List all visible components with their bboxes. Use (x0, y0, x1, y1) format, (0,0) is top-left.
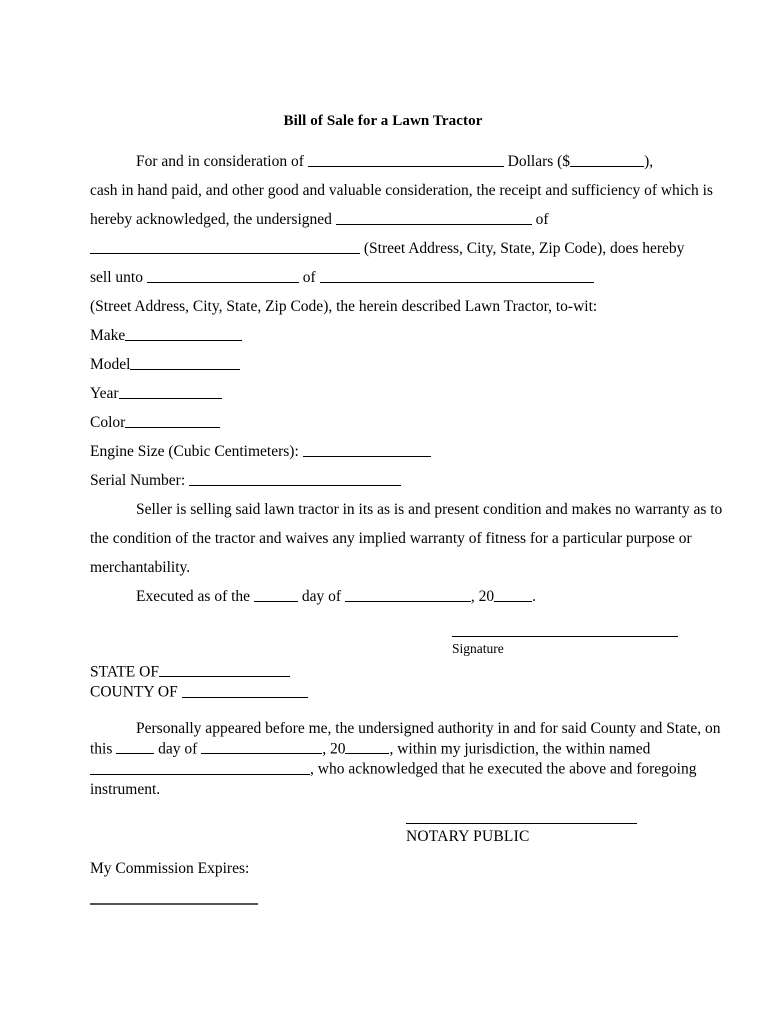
notary-appearer-name-blank[interactable] (90, 759, 310, 774)
amount-figures-blank[interactable] (570, 152, 644, 167)
sell-unto-prefix: sell unto (90, 269, 143, 286)
county-of-line (90, 682, 308, 702)
state-blank[interactable] (159, 662, 290, 677)
notary-signature-block (406, 823, 637, 847)
notary-year-prefix: , 20 (322, 740, 346, 758)
warranty-line-1: Seller is selling said lawn tractor in its as is and present condition and makes no warranty as to (136, 501, 723, 518)
notary-line-4: instrument. (90, 780, 161, 798)
page-title: Bill of Sale for a Lawn Tractor (283, 113, 483, 129)
detail-row-serial-number (90, 466, 676, 495)
consideration-line-3 (90, 205, 676, 234)
notary-month-blank[interactable] (201, 739, 322, 754)
executed-month-blank[interactable] (345, 587, 471, 602)
color-blank[interactable] (125, 413, 220, 428)
executed-year-blank[interactable] (494, 587, 532, 602)
detail-row-year (90, 379, 676, 408)
executed-prefix: Executed as of the (136, 588, 251, 605)
notary-line-2-suffix: , within my jurisdiction, the within named (389, 740, 651, 758)
amount-words-blank[interactable] (308, 152, 504, 167)
consideration-line-2: cash in hand paid, and other good and valuable consideration, the receipt and sufficiency of which is (90, 182, 713, 199)
make-label: Make (90, 327, 126, 344)
document-body (90, 0, 723, 877)
year-blank[interactable] (119, 384, 222, 399)
commission-expires-label: My Commission Expires: (90, 860, 250, 877)
serial-number-blank[interactable] (189, 471, 401, 486)
executed-day-of: day of (301, 588, 341, 605)
executed-year-prefix: , 20 (470, 588, 495, 605)
buyer-address-blank[interactable] (320, 268, 594, 283)
seller-address-blank[interactable] (90, 239, 360, 254)
sell-unto-middle: of (302, 269, 316, 286)
year-label: Year (90, 385, 119, 402)
commission-expires-block (90, 859, 249, 879)
notary-day-of: day of (158, 740, 198, 758)
undersigned-suffix: of (535, 211, 549, 228)
seller-address-caption: (Street Address, City, State, Zip Code), does hereby (363, 240, 685, 257)
signature-caption: Signature (452, 641, 504, 656)
engine-size-label: Engine Size (Cubic Centimeters): (90, 443, 303, 460)
consideration-paragraph (90, 147, 713, 321)
notary-year-blank[interactable] (345, 739, 389, 754)
notary-line-3 (90, 759, 697, 779)
buyer-name-blank[interactable] (147, 268, 299, 283)
executed-period: . (532, 588, 536, 605)
consideration-line-4 (90, 234, 685, 263)
notary-this-prefix: this (90, 740, 113, 758)
detail-row-make (90, 321, 676, 350)
notary-line-2 (90, 739, 676, 759)
serial-number-label: Serial Number: (90, 472, 190, 489)
notary-day-blank[interactable] (116, 739, 154, 754)
county-of-label: COUNTY OF (90, 683, 182, 701)
seller-signature-block (452, 636, 678, 658)
seller-name-blank[interactable] (336, 210, 532, 225)
make-blank[interactable] (125, 326, 242, 341)
model-label: Model (90, 356, 131, 373)
executed-day-blank[interactable] (254, 587, 298, 602)
state-of-label: STATE OF (90, 663, 159, 681)
notary-line-3-suffix: , who acknowledged that he executed the above and foregoing (310, 760, 697, 778)
dollars-close: ), (644, 153, 654, 170)
commission-expires-blank[interactable] (90, 903, 258, 905)
detail-row-engine-size (90, 437, 676, 466)
consideration-line-6: (Street Address, City, State, Zip Code), the herein described Lawn Tractor, to-wit: (90, 298, 598, 315)
notary-public-caption: NOTARY PUBLIC (406, 828, 530, 845)
warranty-line-3: merchantability. (90, 559, 191, 576)
tractor-details-list (90, 321, 676, 495)
consideration-line-1 (90, 147, 676, 176)
executed-line (90, 582, 676, 611)
notary-line-1: Personally appeared before me, the undersigned authority in and for said County and State, on (136, 720, 721, 737)
county-blank[interactable] (182, 682, 308, 697)
dollars-label: Dollars ($ (507, 153, 571, 170)
notary-acknowledgement-paragraph (90, 719, 721, 800)
warranty-line-2: the condition of the tractor and waives any implied warranty of fitness for a particular purpose or (90, 530, 692, 547)
engine-size-blank[interactable] (303, 442, 431, 457)
model-blank[interactable] (130, 355, 240, 370)
venue-block (90, 662, 308, 703)
detail-row-color (90, 408, 676, 437)
state-of-line (90, 662, 308, 682)
consideration-line-5 (90, 263, 676, 292)
color-label: Color (90, 414, 126, 431)
warranty-paragraph (90, 495, 723, 611)
undersigned-prefix: hereby acknowledged, the undersigned (90, 211, 332, 228)
consideration-lead-in: For and in consideration of (136, 153, 304, 170)
detail-row-model (90, 350, 676, 379)
